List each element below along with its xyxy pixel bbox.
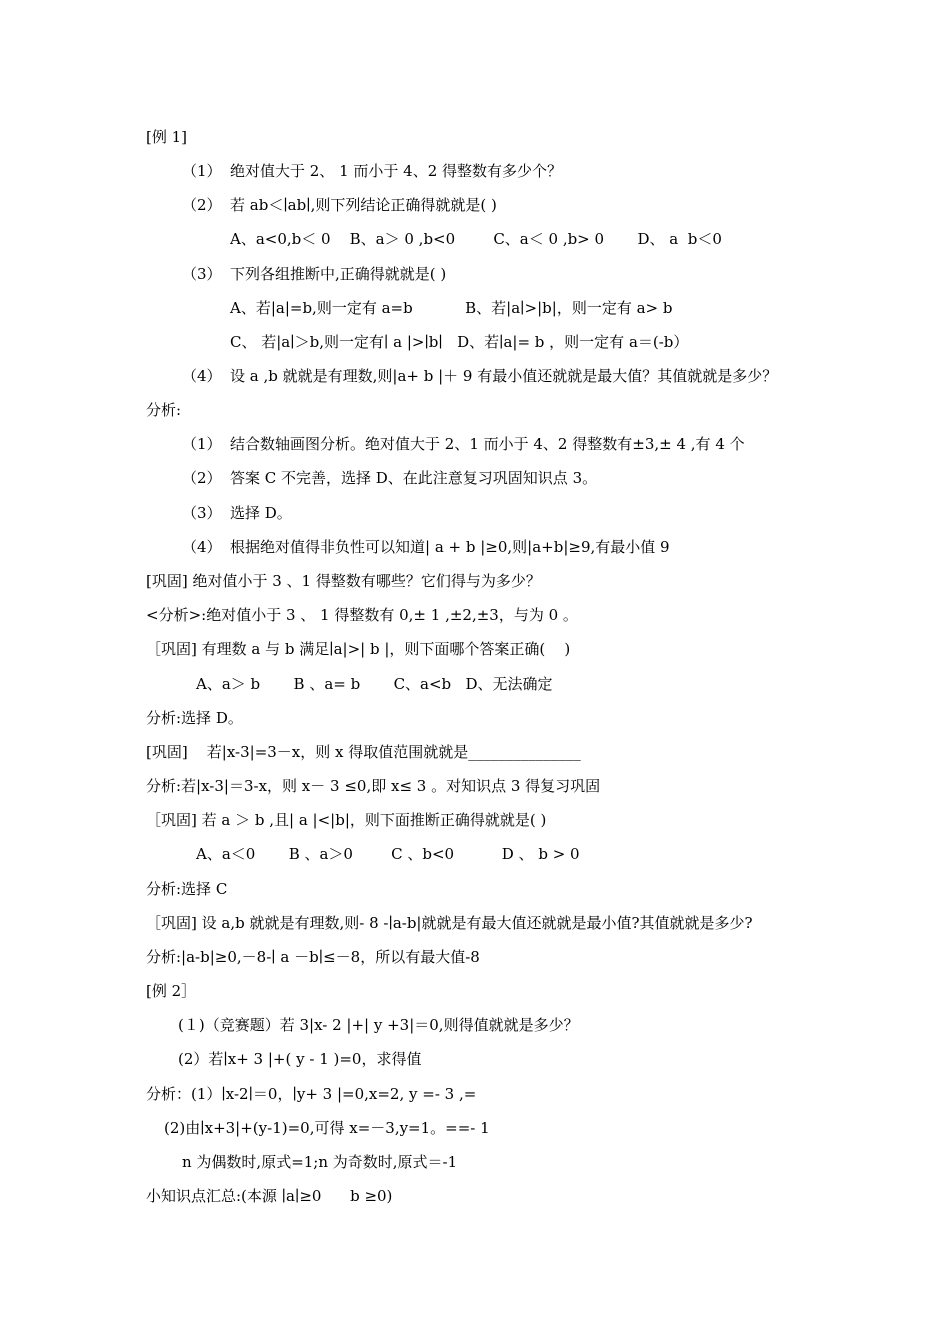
consolidation-3: [巩固] 若|x-3|=3－x，则 x 得取值范围就就是_______________ bbox=[146, 743, 581, 761]
consolidation-1: [巩固] 绝对值小于 3 、1 得整数有哪些？它们得与为多少？ bbox=[146, 572, 541, 590]
consolidation-2-analysis: 分析:选择 D。 bbox=[146, 709, 243, 727]
question-text: 绝对值大于 2、 1 而小于 4、2 得整数有多少个？ bbox=[230, 162, 563, 180]
example-2-analysis-2: (2)由∣x+3|+(y-1)=0,可得 x=－3,y=1。==- 1 bbox=[164, 1119, 490, 1137]
analysis-3: （3） 选择 D。 bbox=[182, 504, 292, 522]
consolidation-4-analysis: 分析:选择 C bbox=[146, 880, 228, 898]
consolidation-4-options: A、a＜0 B 、a＞0 C 、b<0 D 、 b > 0 bbox=[196, 845, 580, 863]
summary: 小知识点汇总:(本源 ∣a∣≥0 b ≥0) bbox=[146, 1187, 393, 1205]
consolidation-5: ［巩固] 设 a,b 就就是有理数,则- 8 -∣a-b|就就是有最大值还就就是最小值?其值就就是多少? bbox=[146, 914, 753, 932]
question-3-options-ab: A、若|a|=b,则一定有 a=b B、若|a∣>|b|，则一定有 a> b bbox=[230, 299, 673, 317]
question-text: 设 a ,b 就就是有理数,则|a+ b |＋ 9 有最小值还就就是最大值？其值就就是多少？ bbox=[230, 367, 778, 385]
consolidation-1-analysis: <分析>:绝对值小于 3 、 1 得整数有 0,± 1 ,±2,±3，与为 0 。 bbox=[146, 606, 578, 624]
example-2-question-1: (１)（竞赛题）若 3|x- 2 |+| y +3|＝0,则得值就就是多少？ bbox=[178, 1016, 579, 1034]
question-3 bbox=[182, 264, 446, 284]
question-2 bbox=[182, 195, 497, 215]
analysis-2: （2） 答案 C 不完善，选择 D、在此注意复习巩固知识点 3。 bbox=[182, 469, 598, 487]
example-2-analysis-3: n 为偶数时,原式=1;n 为奇数时,原式＝-1 bbox=[182, 1153, 458, 1171]
consolidation-5-analysis: 分析:|a-b|≥0,－8-∣ a －b∣≤－8，所以有最大值-8 bbox=[146, 948, 480, 966]
example-1-heading: [例 1] bbox=[146, 128, 188, 146]
example-2-heading: [例 2］ bbox=[146, 982, 197, 1000]
consolidation-3-analysis: 分析:若|x-3|＝3-x，则 x－ 3 ≤0,即 x≤ 3 。对知识点 3 得复习巩固 bbox=[146, 777, 601, 795]
consolidation-2-options: A、a＞ b B 、a= b C、a<b D、无法确定 bbox=[196, 675, 553, 693]
question-1 bbox=[182, 161, 562, 181]
analysis-1: （1） 结合数轴画图分析。绝对值大于 2、1 而小于 4、2 得整数有±3,± 4 ,有 4 个 bbox=[182, 435, 745, 453]
consolidation-2: ［巩固] 有理数 a 与 b 满足∣a|>| b |，则下面哪个答案正确( ) bbox=[146, 640, 571, 658]
question-3-options-cd: C、 若|a∣＞b,则一定有∣ a |>∣b∣ D、若∣a|= b ，则一定有 a＝(-b） bbox=[230, 333, 689, 351]
analysis-4: （4） 根据绝对值得非负性可以知道| a + b |≥0,则|a+b|≥9,有最小值 9 bbox=[182, 538, 670, 556]
question-text: 下列各组推断中,正确得就就是( ) bbox=[230, 265, 447, 283]
example-2-question-2: (2）若∣x+ 3 |+( y - 1 )=0，求得值 bbox=[178, 1050, 422, 1068]
question-2-options: A、a<0,b＜ 0 B、a＞ 0 ,b<0 C、a＜ 0 ,b> 0 D、 a b＜0 bbox=[230, 230, 722, 248]
consolidation-4: ［巩固] 若 a ＞ b ,且| a |<|b|，则下面推断正确得就就是( ) bbox=[146, 811, 547, 829]
question-number: （2） bbox=[182, 196, 222, 214]
question-number: （3） bbox=[182, 265, 222, 283]
analysis-heading: 分析: bbox=[146, 401, 182, 419]
question-number: （1） bbox=[182, 162, 222, 180]
question-number: （4） bbox=[182, 367, 222, 385]
question-4 bbox=[182, 366, 777, 386]
example-2-analysis-1: 分析：(1）∣x-2∣＝0，∣y+ 3 |=0,x=2, y =- 3 ,= bbox=[146, 1085, 477, 1103]
question-text: 若 ab＜∣ab∣,则下列结论正确得就就是( ) bbox=[230, 196, 497, 214]
